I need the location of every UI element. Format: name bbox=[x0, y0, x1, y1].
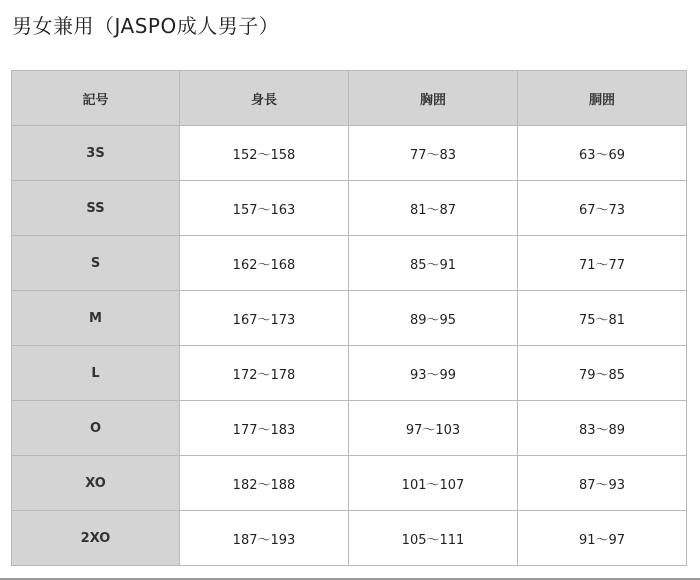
height-cell: 182〜188 bbox=[180, 456, 349, 511]
size-code-cell: L bbox=[12, 346, 180, 401]
size-code-cell: 2XO bbox=[12, 511, 180, 566]
height-cell: 187〜193 bbox=[180, 511, 349, 566]
header-size-code: 記号 bbox=[12, 71, 180, 126]
waist-cell: 75〜81 bbox=[518, 291, 687, 346]
height-cell: 172〜178 bbox=[180, 346, 349, 401]
size-code-cell: S bbox=[12, 236, 180, 291]
waist-cell: 91〜97 bbox=[518, 511, 687, 566]
waist-cell: 63〜69 bbox=[518, 126, 687, 181]
height-cell: 162〜168 bbox=[180, 236, 349, 291]
chest-cell: 77〜83 bbox=[349, 126, 518, 181]
chest-cell: 101〜107 bbox=[349, 456, 518, 511]
size-chart-table bbox=[11, 70, 687, 566]
chest-cell: 89〜95 bbox=[349, 291, 518, 346]
chest-cell: 97〜103 bbox=[349, 401, 518, 456]
table-row bbox=[12, 401, 687, 456]
waist-cell: 67〜73 bbox=[518, 181, 687, 236]
waist-cell: 87〜93 bbox=[518, 456, 687, 511]
table-row bbox=[12, 511, 687, 566]
chest-cell: 93〜99 bbox=[349, 346, 518, 401]
height-cell: 167〜173 bbox=[180, 291, 349, 346]
size-code-cell: 3S bbox=[12, 126, 180, 181]
chest-cell: 81〜87 bbox=[349, 181, 518, 236]
table-row bbox=[12, 181, 687, 236]
page-title: 男女兼用（JASPO成人男子） bbox=[12, 14, 280, 38]
table-row bbox=[12, 456, 687, 511]
header-height: 身長 bbox=[180, 71, 349, 126]
header-waist: 胴囲 bbox=[518, 71, 687, 126]
table-row bbox=[12, 236, 687, 291]
header-chest: 胸囲 bbox=[349, 71, 518, 126]
height-cell: 157〜163 bbox=[180, 181, 349, 236]
waist-cell: 71〜77 bbox=[518, 236, 687, 291]
height-cell: 177〜183 bbox=[180, 401, 349, 456]
waist-cell: 83〜89 bbox=[518, 401, 687, 456]
chest-cell: 105〜111 bbox=[349, 511, 518, 566]
chest-cell: 85〜91 bbox=[349, 236, 518, 291]
size-code-cell: XO bbox=[12, 456, 180, 511]
table-row bbox=[12, 291, 687, 346]
size-code-cell: M bbox=[12, 291, 180, 346]
size-code-cell: O bbox=[12, 401, 180, 456]
table-row bbox=[12, 346, 687, 401]
table-header-row bbox=[12, 71, 687, 126]
height-cell: 152〜158 bbox=[180, 126, 349, 181]
table-row bbox=[12, 126, 687, 181]
size-code-cell: SS bbox=[12, 181, 180, 236]
waist-cell: 79〜85 bbox=[518, 346, 687, 401]
